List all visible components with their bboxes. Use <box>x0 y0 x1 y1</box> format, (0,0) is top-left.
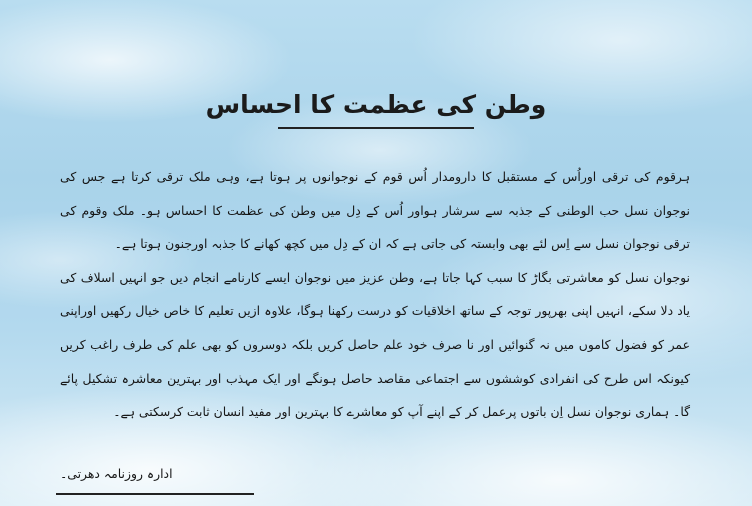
article-paragraph-1: ہرقوم کی ترقی اوراُس کے مستقبل کا دارومدار اُس قوم کے نوجوانوں پر ہوتا ہے، وہی ملک ترقی کرتا ہے جس کی نوجوان نسل حب الوطنی کے جذبہ سے سرشار ہواور اُس کے دِل میں وطن کی عظمت کا احساس ہو۔ ملک وقوم کی ترقی نوجوان نسل سے اِس لئے بھی وابستہ کی جاتی ہے کہ ان کے دِل میں کچھ کھانے کا جذبہ اورجنون ہوتا ہے۔ <box>60 169 690 252</box>
article-title: وطن کی عظمت کا احساس <box>205 90 547 119</box>
article-signature: ادارہ روزنامہ دھرتی۔ <box>60 466 173 481</box>
signature-underline <box>56 493 254 495</box>
title-underline <box>278 127 474 129</box>
article-body <box>60 160 690 429</box>
article-paragraph-2: نوجوان نسل کو معاشرتی بگاڑ کا سبب کہا جاتا ہے، وطن عزیز میں نوجوان ایسے کارنامے انجام دیں جو انہیں اسلاف کی یاد دلا سکے، انہیں اپنی بھرپور توجہ کے ساتھ اخلاقیات کو درست رکھنا ہوگا، علاوہ ازیں تعلیم کا خاص خیال رکھیں اوراپنی عمر کو فضول کاموں میں نہ گنوائیں اور نا صرف خود علم حاصل کریں بلکہ دوسروں کو بھی علم کی طرف راغب کریں کیونکہ اس طرح کی انفرادی کوششوں سے اجتماعی مقاصد حاصل ہونگے اور ایک مہذب اور بہترین معاشرہ تشکیل پائے گا۔ ہماری نوجوان نسل اِن باتوں پرعمل کر کے اپنے آپ کو معاشرے کا بہترین اور مفید انسان ثابت کرسکتی ہے۔ <box>60 269 690 420</box>
